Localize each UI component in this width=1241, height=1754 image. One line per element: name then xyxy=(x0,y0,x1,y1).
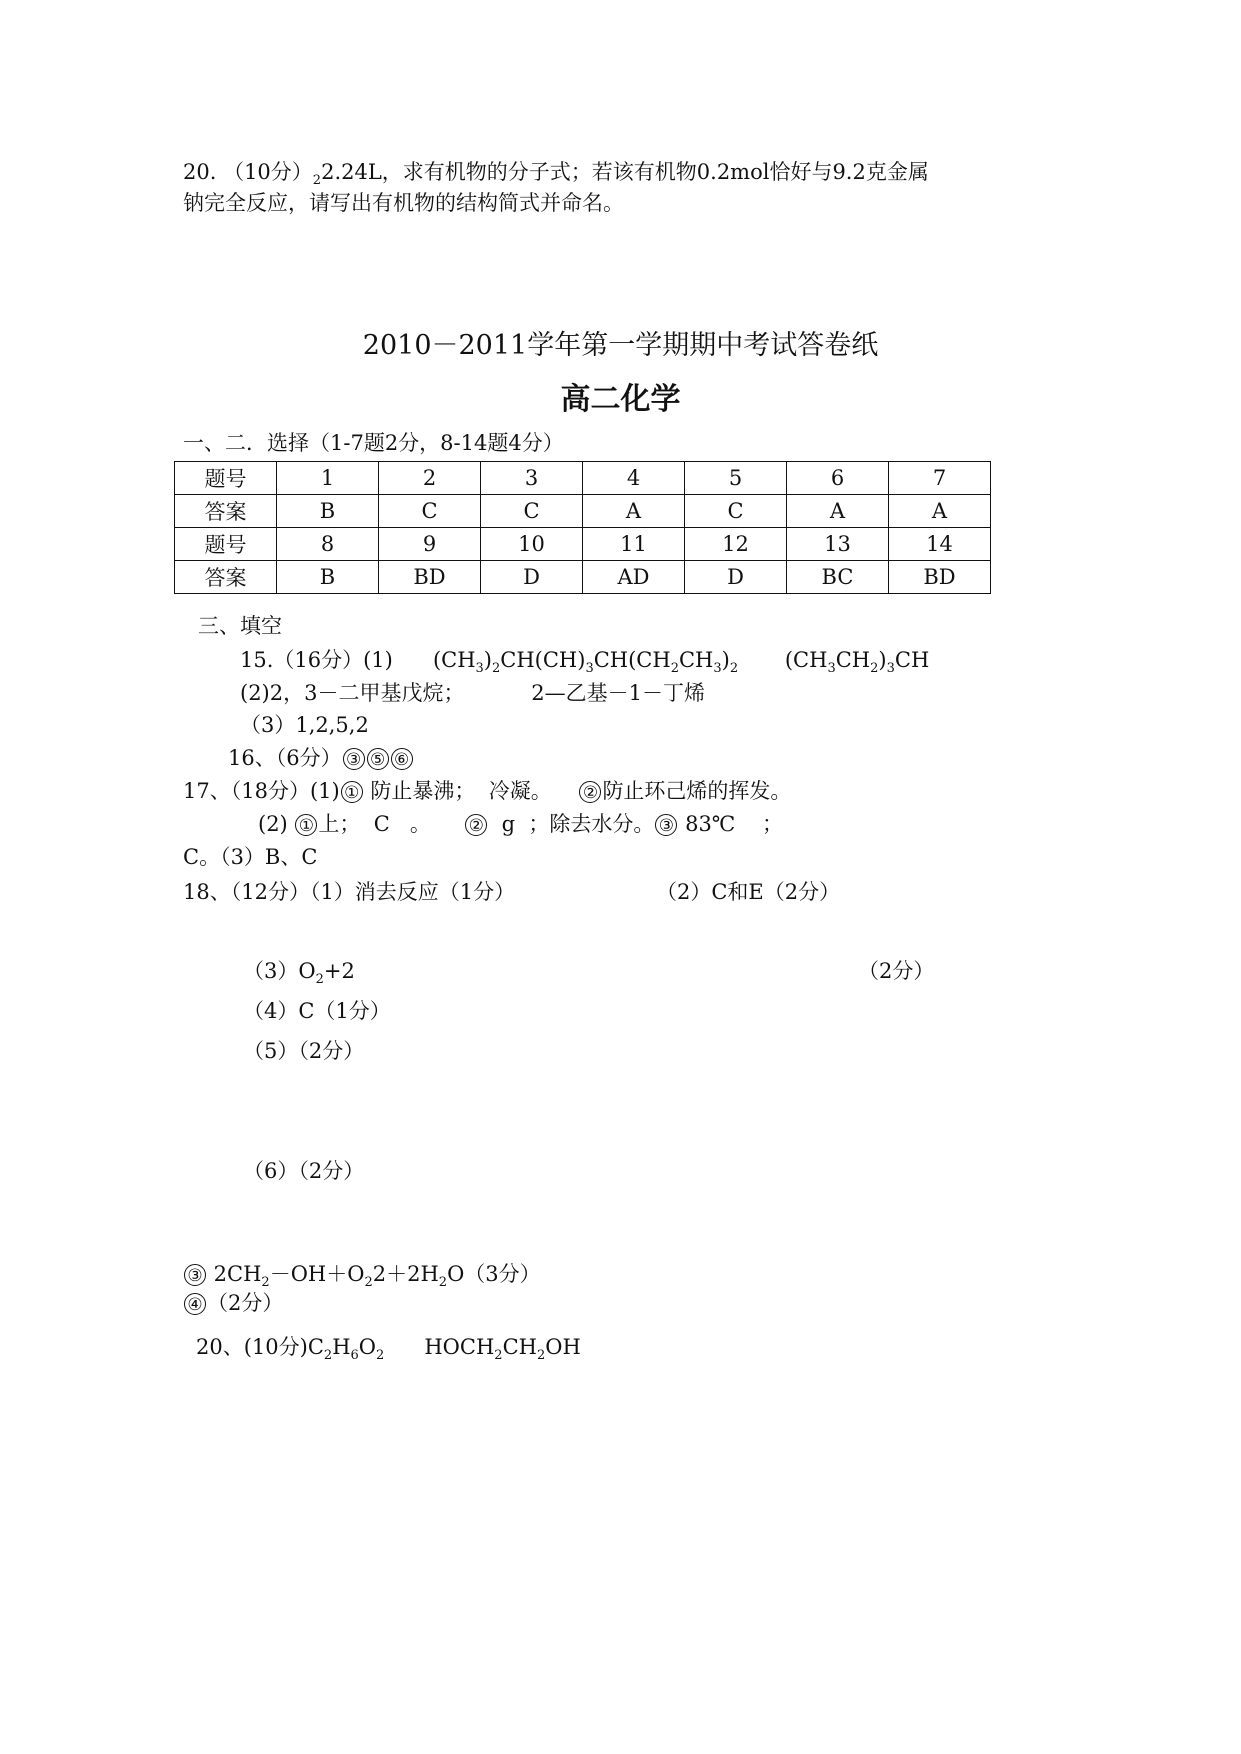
table-cell: B xyxy=(277,495,379,528)
table-row-label: 题号 xyxy=(175,462,277,495)
q18-line1a: 18、（12分）（1）消去反应（1分） xyxy=(183,880,516,904)
q16-line: 16、（6分） ③ ⑤ ⑥ xyxy=(228,745,414,771)
table-cell: 14 xyxy=(889,528,991,561)
table-cell: 11 xyxy=(583,528,685,561)
answer-table xyxy=(174,461,991,594)
circled-number: ② xyxy=(579,781,601,803)
table-cell: 10 xyxy=(481,528,583,561)
q18-line1b: （2）C和E（2分） xyxy=(656,880,841,904)
table-cell: 3 xyxy=(481,462,583,495)
table-cell: A xyxy=(889,495,991,528)
problem20-line1: 20. （10分）$_22.24L$，求有机物的分子式；若该有机物0.2mol恰好与9.2克金属 xyxy=(183,160,929,188)
q19-line2: ④ （2分） xyxy=(183,1290,283,1316)
table-row-label: 答案 xyxy=(175,495,277,528)
circled-number: ③ xyxy=(343,748,365,770)
table-cell: 8 xyxy=(277,528,379,561)
circled-number: ① xyxy=(341,781,363,803)
table-cell: C xyxy=(481,495,583,528)
table-cell: 13 xyxy=(787,528,889,561)
section3-heading: 三、填空 xyxy=(198,614,282,638)
q19-line1: ③ $2CH_2-OH+O_22+2H_2O(3$分） xyxy=(183,1261,541,1296)
table-cell: A xyxy=(787,495,889,528)
q18-line3: $(3)O_2+2$ xyxy=(243,959,355,987)
q15-line1: 15.（16分）(1) $(CH_3)_2CH(CH)_3CH(CH_2CH_3)_2$ $(CH_3CH_2)_3CH$ xyxy=(240,648,930,676)
q18-line5: （5）（2分） xyxy=(243,1039,365,1063)
q17-line3: C。（3）B、C xyxy=(183,845,318,869)
problem20-line2: 钠完全反应，请写出有机物的结构简式并命名。 xyxy=(183,191,624,215)
q20-answer: 20、(10分)$C_2H_6O_2$ $HOCH_2CH_2OH$ xyxy=(196,1335,581,1363)
circled-number: ③ xyxy=(184,1264,206,1286)
table-cell: C xyxy=(379,495,481,528)
table-row-label: 答案 xyxy=(175,561,277,594)
table-cell: 4 xyxy=(583,462,685,495)
q17-line2: (2) ① 上； C 。 ② g ；除去水分。 ③ 83℃ ； xyxy=(258,812,783,836)
q17-line1: 17、（18分）(1) ① 防止暴沸； 冷凝。 ② 防止环己烯的挥发。 xyxy=(183,779,792,803)
q15-line3: （3）1,2,5,2 xyxy=(240,713,369,737)
table-cell: 7 xyxy=(889,462,991,495)
table-cell: C xyxy=(685,495,787,528)
table-row xyxy=(175,561,991,594)
circled-number: ① xyxy=(295,814,317,836)
table-row xyxy=(175,495,991,528)
circled-number: ⑥ xyxy=(391,748,413,770)
table-row xyxy=(175,528,991,561)
table-cell: 1 xyxy=(277,462,379,495)
table-cell: 2 xyxy=(379,462,481,495)
circled-number: ⑤ xyxy=(367,748,389,770)
q15-formula-2: $(CH_3CH_2)_3CH$ xyxy=(784,648,930,676)
table-cell: 12 xyxy=(685,528,787,561)
table-cell: BD xyxy=(889,561,991,594)
table-cell: 5 xyxy=(685,462,787,495)
page-subtitle: 高二化学 xyxy=(560,382,681,417)
table-row xyxy=(175,462,991,495)
q15-formula-1: $(CH_3)_2CH(CH)_3CH(CH_2CH_3)_2$ xyxy=(432,648,739,676)
table-cell: D xyxy=(685,561,787,594)
table-cell: D xyxy=(481,561,583,594)
table-cell: AD xyxy=(583,561,685,594)
table-row-label: 题号 xyxy=(175,528,277,561)
circled-number: ④ xyxy=(184,1293,206,1315)
section1-heading: 一、二．选择（1-7题2分，8-14题4分） xyxy=(183,431,564,455)
table-cell: BC xyxy=(787,561,889,594)
q18-line4: （4）C（1分） xyxy=(243,999,391,1023)
q20-structure: $HOCH_2CH_2OH$ xyxy=(424,1335,581,1363)
table-cell: 6 xyxy=(787,462,889,495)
page-title: 2010－2011学年第一学期期中考试答卷纸 xyxy=(362,330,879,361)
q15-line2: (2)2，3－二甲基戊烷； 2—乙基－1－丁烯 xyxy=(240,681,705,705)
table-cell: 9 xyxy=(379,528,481,561)
q18-line6: （6）（2分） xyxy=(243,1159,365,1183)
table-cell: BD xyxy=(379,561,481,594)
circled-number: ③ xyxy=(655,814,677,836)
circled-number: ② xyxy=(465,814,487,836)
q18-line3-score: （2分） xyxy=(858,959,935,983)
table-cell: B xyxy=(277,561,379,594)
table-cell: A xyxy=(583,495,685,528)
